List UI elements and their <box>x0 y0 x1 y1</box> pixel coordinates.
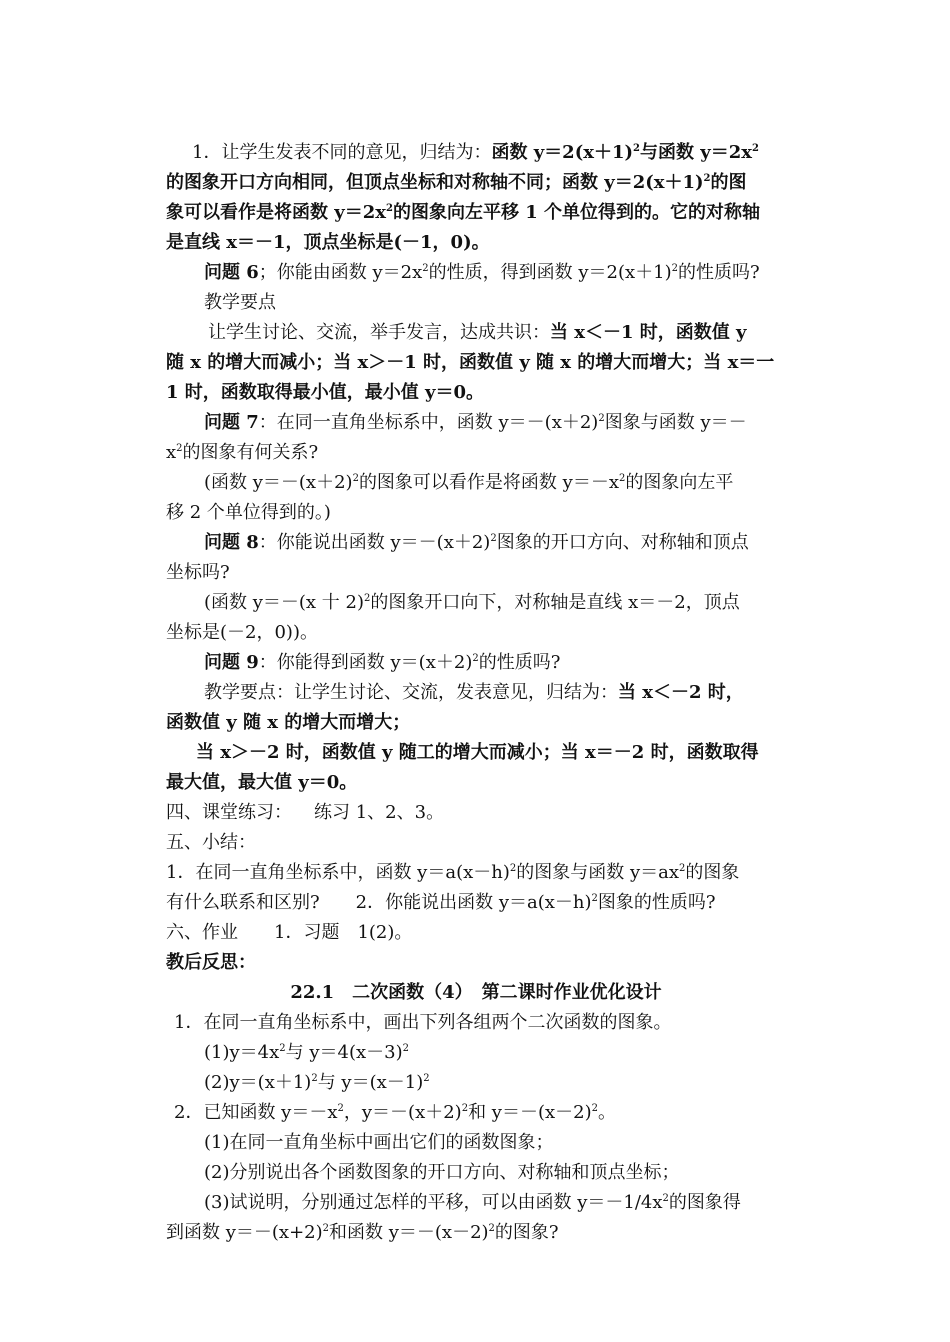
text-bold: 当 x＜－1 时，函数值 y <box>550 322 747 343</box>
question-9-line-5: 最大值，最大值 y＝0。 <box>166 772 358 793</box>
text: 的图象有何关系? <box>182 442 319 463</box>
question-8-answer-line-2: 坐标是(－2，0))。 <box>166 622 318 643</box>
text: ，y＝－(x＋2) <box>343 1102 462 1123</box>
exercise-2-title <box>166 1098 786 1128</box>
exercise-2-item-3 <box>166 1188 786 1218</box>
superscript: 2 <box>509 863 517 874</box>
text: 。 <box>598 1102 616 1123</box>
superscript: 2 <box>402 1043 410 1054</box>
question-label: 问题 8 <box>204 532 259 553</box>
section-homework <box>166 918 786 948</box>
text: 的图象开口向下，对称轴是直线 x＝－2，顶点 <box>370 592 740 613</box>
section-classroom-practice <box>166 798 786 828</box>
superscript: 2 <box>751 143 759 154</box>
text: ：在同一直角坐标系中，函数 y＝－(x＋2) <box>258 412 599 433</box>
superscript: 2 <box>618 473 626 484</box>
superscript: 2 <box>279 1043 286 1054</box>
question-8-answer-line-1 <box>166 588 786 618</box>
paragraph-1-line-4: 是直线 x＝－1，顶点坐标是(－1，0)。 <box>166 232 490 253</box>
question-label: 问题 9 <box>204 652 259 673</box>
text: 的性质吗? <box>478 652 561 673</box>
text: 的图象得 <box>668 1192 741 1213</box>
text-bold: 的图象向左平移 1 个单位得到的。它的对称轴 <box>392 202 761 223</box>
paragraph-1-line-2 <box>166 168 786 198</box>
text: (3)试说明，分别通过怎样的平移，可以由函数 y＝－1/4x <box>204 1192 663 1213</box>
question-6-answer-line-2: 随 x 的增大而减小；当 x＞－1 时，函数值 y 随 x 的增大而增大；当 x＝一 <box>166 352 775 373</box>
text-bold: 的图象开口方向相同，但顶点坐标和对称轴不同；函数 y＝2(x＋1) <box>166 172 704 193</box>
superscript: 2 <box>488 1223 495 1234</box>
exercise-2-item-3-cont <box>166 1218 786 1248</box>
superscript: 2 <box>633 143 640 154</box>
paragraph-1-line-1 <box>166 138 786 168</box>
superscript: 2 <box>461 1103 469 1114</box>
superscript: 2 <box>176 443 183 454</box>
text: 和 y＝－(x－2) <box>468 1102 592 1123</box>
text: 1．习题 1(2)。 <box>274 922 413 943</box>
text: 1．在同一直角坐标系中，函数 y＝a(x－h) <box>166 862 510 883</box>
text: 教学要点：让学生讨论、交流，发表意见，归结为： <box>204 682 618 703</box>
superscript: 2 <box>422 263 429 274</box>
text: 让学生讨论、交流，举手发言，达成共识： <box>208 322 550 343</box>
text-bold: 当 x＜－2 时， <box>618 682 744 703</box>
text: 图象的性质吗? <box>597 892 716 913</box>
section-label: 六、作业 <box>166 922 238 943</box>
question-6 <box>166 258 786 288</box>
text-bold: 函数 y＝2(x＋1) <box>491 142 633 163</box>
superscript: 2 <box>311 1073 318 1084</box>
text: ；你能由函数 y＝2x <box>258 262 423 283</box>
section-summary-label: 五、小结： <box>166 832 256 853</box>
question-7-answer-line-2: 移 2 个单位得到的。) <box>166 502 331 523</box>
text: 的图象? <box>494 1222 559 1243</box>
text: (1)y＝4x <box>204 1042 280 1063</box>
question-6-answer-line-1 <box>166 318 786 348</box>
superscript: 2 <box>490 533 497 544</box>
document-page <box>166 138 786 1248</box>
text: (函数 y＝－(x＋2) <box>204 472 353 493</box>
question-label: 问题 7 <box>204 412 259 433</box>
text: 1．让学生发表不同的意见，归结为： <box>192 142 492 163</box>
teaching-key-label: 教学要点 <box>204 292 276 313</box>
text: 的性质吗? <box>678 262 760 283</box>
superscript: 2 <box>662 1193 669 1204</box>
text: x <box>166 442 177 463</box>
exercise-2-item-2: (2)分别说出各个函数图象的开口方向、对称轴和顶点坐标； <box>204 1162 680 1183</box>
text-bold: 象可以看作是将函数 y＝2x <box>166 202 386 223</box>
text: 的图象向左平 <box>625 472 734 493</box>
exercise-2-item-1: (1)在同一直角坐标中画出它们的函数图象； <box>204 1132 554 1153</box>
exercise-1-title: 1．在同一直角坐标系中，画出下列各组两个二次函数的图象。 <box>174 1012 672 1033</box>
summary-line-2 <box>166 888 786 918</box>
text: 的性质，得到函数 y＝2(x＋1) <box>428 262 672 283</box>
text: 和函数 y＝－(x－2) <box>329 1222 489 1243</box>
text: ：你能说出函数 y＝－(x＋2) <box>258 532 491 553</box>
question-6-answer-line-3: 1 时，函数取得最小值，最小值 y＝0。 <box>166 382 485 403</box>
text: 到函数 y＝－(x+2) <box>166 1222 323 1243</box>
text: 的图象 <box>685 862 740 883</box>
summary-line-1 <box>166 858 786 888</box>
superscript: 2 <box>598 413 605 424</box>
text-bold: 的图 <box>710 172 747 193</box>
superscript: 2 <box>322 1223 329 1234</box>
question-7-answer-line-1 <box>166 468 786 498</box>
question-9-line-4: 当 x＞－2 时，函数值 y 随工的增大而减小；当 x＝－2 时，函数取得 <box>196 742 759 763</box>
text: 练习 1、2、3。 <box>314 802 445 823</box>
question-label: 问题 6 <box>204 262 259 283</box>
text: 与 y＝4(x－3) <box>285 1042 403 1063</box>
exercise-1-item-2 <box>166 1068 786 1098</box>
text: 2．已知函数 y＝－x <box>174 1102 338 1123</box>
superscript: 2 <box>679 863 686 874</box>
superscript: 2 <box>385 203 393 214</box>
text: 与 y＝(x－1) <box>317 1072 424 1093</box>
question-9-key-line <box>166 678 786 708</box>
text: (2)y＝(x＋1) <box>204 1072 312 1093</box>
question-7 <box>166 408 786 438</box>
superscript: 2 <box>337 1103 344 1114</box>
superscript: 2 <box>703 173 711 184</box>
text: 的图象与函数 y＝ax <box>516 862 680 883</box>
question-9 <box>166 648 786 678</box>
paragraph-1-line-3 <box>166 198 786 228</box>
text: 的图象可以看作是将函数 y＝－x <box>358 472 619 493</box>
text: 图象与函数 y＝－ <box>604 412 747 433</box>
superscript: 2 <box>591 1103 598 1114</box>
post-class-reflection-label: 教后反思： <box>166 952 256 973</box>
question-9-line-3: 函数值 y 随 x 的增大而增大； <box>166 712 411 733</box>
superscript: 2 <box>671 263 679 274</box>
text: 2．你能说出函数 y＝a(x－h) <box>355 892 592 913</box>
question-8 <box>166 528 786 558</box>
superscript: 2 <box>423 1073 430 1084</box>
section-title: 22.1 二次函数（4） 第二课时作业优化设计 <box>290 982 662 1003</box>
text: (函数 y＝－(x 十 2) <box>204 592 365 613</box>
text: 图象的开口方向、对称轴和顶点 <box>496 532 749 553</box>
exercise-1-item-1 <box>166 1038 786 1068</box>
question-7-line-2 <box>166 438 786 468</box>
text-bold: 与函数 y＝2x <box>639 142 752 163</box>
section-label: 四、课堂练习： <box>166 802 292 823</box>
superscript: 2 <box>472 653 479 664</box>
superscript: 2 <box>352 473 359 484</box>
superscript: 2 <box>591 893 598 904</box>
superscript: 2 <box>364 593 371 604</box>
question-8-line-2: 坐标吗? <box>166 562 230 583</box>
text: 有什么联系和区别? <box>166 892 320 913</box>
text: ：你能得到函数 y＝(x＋2) <box>258 652 473 673</box>
